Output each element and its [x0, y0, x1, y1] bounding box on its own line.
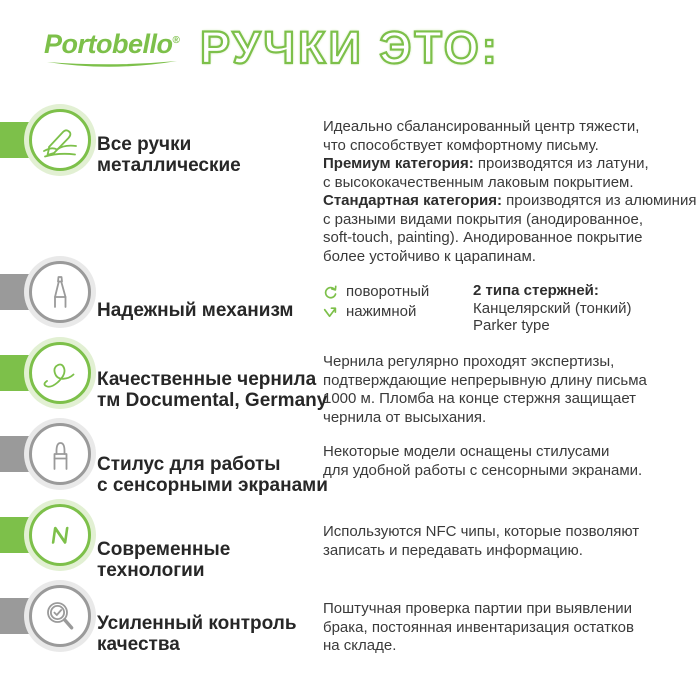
feature-list	[0, 100, 700, 657]
feature-body: Поштучная проверка партии при выявлении брака, постоянная инвентаризация остатков на складе.	[323, 600, 634, 654]
feature-row-mechanism	[0, 252, 700, 333]
hand-writing-icon	[29, 109, 91, 171]
mechanism-item	[323, 282, 473, 302]
heading-line: Стилус для работы	[97, 453, 281, 475]
heading-line: металлические	[97, 154, 241, 176]
heading-line: Усиленный контроль	[97, 612, 297, 634]
feature-row-technology	[0, 495, 700, 581]
mechanism-types	[323, 282, 473, 335]
feature-row-stylus	[0, 414, 700, 495]
registered-mark-icon: ®	[172, 35, 180, 46]
feature-heading	[97, 454, 332, 496]
heading-line: Все ручки	[97, 133, 192, 155]
mechanism-label: поворотный	[346, 282, 430, 300]
page-title: РУЧКИ ЭТО:	[200, 22, 500, 73]
feature-body: Чернила регулярно проходят экспертизы, подтверждающие непрерывную длину письма 1000 м. Пломба на конце стержня защищает чернила от высыхания.	[323, 353, 647, 426]
refill-item: Канцелярский (тонкий)	[473, 299, 632, 317]
heading-line: качества	[97, 633, 180, 655]
feature-heading	[97, 369, 332, 411]
magnifier-check-icon	[29, 585, 91, 647]
mechanism-item	[323, 302, 473, 322]
feature-heading	[97, 134, 332, 176]
heading-line: Современные	[97, 538, 231, 560]
feature-body: Идеально сбалансированный центр тяжести, что способствует комфортному письму. Премиум категория: производятся из латуни, с высококачественным лаковым покрытием. Стандартная категория: производятся из алюминия с разными видами покрытия (анодированное, soft-touch, painting). Анодированное покрытие более устойчиво к царапинам.	[323, 118, 697, 265]
feature-row-metal	[0, 100, 700, 265]
refill-title: 2 типа стержней:	[473, 282, 599, 299]
feature-body: Используются NFC чипы, которые позволяют записать и передавать информацию.	[323, 523, 640, 559]
heading-line: с сенсорными экранами	[97, 474, 328, 496]
refill-types	[473, 282, 631, 335]
stylus-icon	[29, 423, 91, 485]
logo-swoosh-icon	[44, 59, 180, 70]
heading-line: тм Documental, Germany	[97, 389, 328, 411]
nfc-icon	[29, 504, 91, 566]
feature-heading	[97, 613, 332, 655]
feature-body: Некоторые модели оснащены стилусами для удобной работы с сенсорными экранами.	[323, 443, 643, 479]
heading-line: Качественные чернила	[97, 368, 317, 390]
feature-row-ink	[0, 333, 700, 426]
feature-heading	[97, 539, 332, 581]
portobello-logo	[44, 27, 184, 70]
pen-tip-icon	[29, 261, 91, 323]
refill-item: Parker type	[473, 317, 550, 334]
rotate-arrow-icon	[323, 285, 338, 300]
mechanism-label: нажимной	[346, 302, 417, 320]
feature-body	[323, 252, 700, 335]
logo-text: Portobello®	[44, 29, 180, 59]
heading-line: технологии	[97, 559, 205, 581]
feature-heading	[97, 300, 332, 321]
feature-row-quality	[0, 576, 700, 657]
heading-line: Надежный механизм	[97, 299, 294, 321]
ink-scribble-icon	[29, 342, 91, 404]
